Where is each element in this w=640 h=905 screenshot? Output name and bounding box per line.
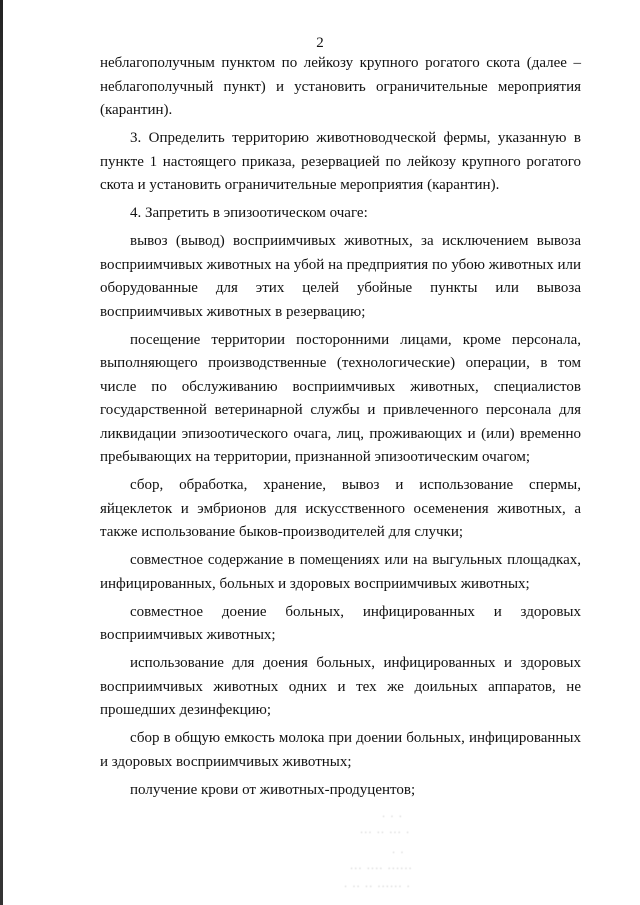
prohibition-milking-equipment: использование для доения больных, инфицированных и здоровых восприимчивых животных одних и тех же доильных аппаратов, не прошедших дезинфекцию;: [100, 655, 581, 718]
prohibition-semen: сбор, обработка, хранение, вывоз и использование спермы, яйцеклеток и эмбрионов для искусственного осеменения животных, а также использование быков-производителей для случки;: [100, 477, 581, 540]
prohibition-joint-keeping: совместное содержание в помещениях или на выгульных площадках, инфицированных, больных и здоровых восприимчивых животных;: [100, 552, 581, 592]
paragraph-item-3: 3. Определить территорию животноводческой фермы, указанную в пункте 1 настоящего приказа, резервацией по лейкозу крупного рогатого скота и установить ограничительные мероприятия (карантин).: [100, 130, 581, 193]
prohibition-visits: посещение территории посторонними лицами, кроме персонала, выполняющего производственные (технологические) операции, в том числе по обслуживанию восприимчивых животных, специалистов государственной ветеринарной службы и привлеченного персонала для ликвидации эпизоотического очага, лиц, проживающих и (или) временно пребывающих на территории, признанной эпизоотическим очагом;: [100, 331, 581, 465]
prohibition-joint-milking: совместное доение больных, инфицированных и здоровых восприимчивых животных;: [100, 603, 581, 643]
prohibition-blood: получение крови от животных-продуцентов;: [130, 781, 416, 798]
document-body: [100, 52, 581, 802]
prohibition-export: вывоз (вывод) восприимчивых животных, за исключением вывоза восприимчивых животных на убой на предприятия по убою животных или оборудованные для этих целей убойные пункты или вывоза восприимчивых животных в резервацию;: [100, 233, 581, 320]
scan-edge: [0, 0, 3, 905]
prohibition-milk-collection: сбор в общую емкость молока при доении больных, инфицированных и здоровых восприимчивых животных;: [100, 730, 581, 770]
bleed-through-mark: ··· ···· ······: [350, 864, 413, 875]
bleed-through-mark: · · ·: [382, 812, 403, 823]
bleed-through-mark: ··· ·· ··· ·: [360, 828, 411, 839]
page-number: 2: [316, 35, 324, 51]
bleed-through-mark: · ·· ·· ······ ·: [344, 882, 411, 893]
paragraph-continuation: неблагополучным пунктом по лейкозу крупного рогатого скота (далее – неблагополучный пункт) и установить ограничительные мероприятия (карантин).: [100, 55, 581, 118]
paragraph-item-4: 4. Запретить в эпизоотическом очаге:: [130, 205, 368, 221]
bleed-through-mark: · ·: [392, 848, 405, 859]
